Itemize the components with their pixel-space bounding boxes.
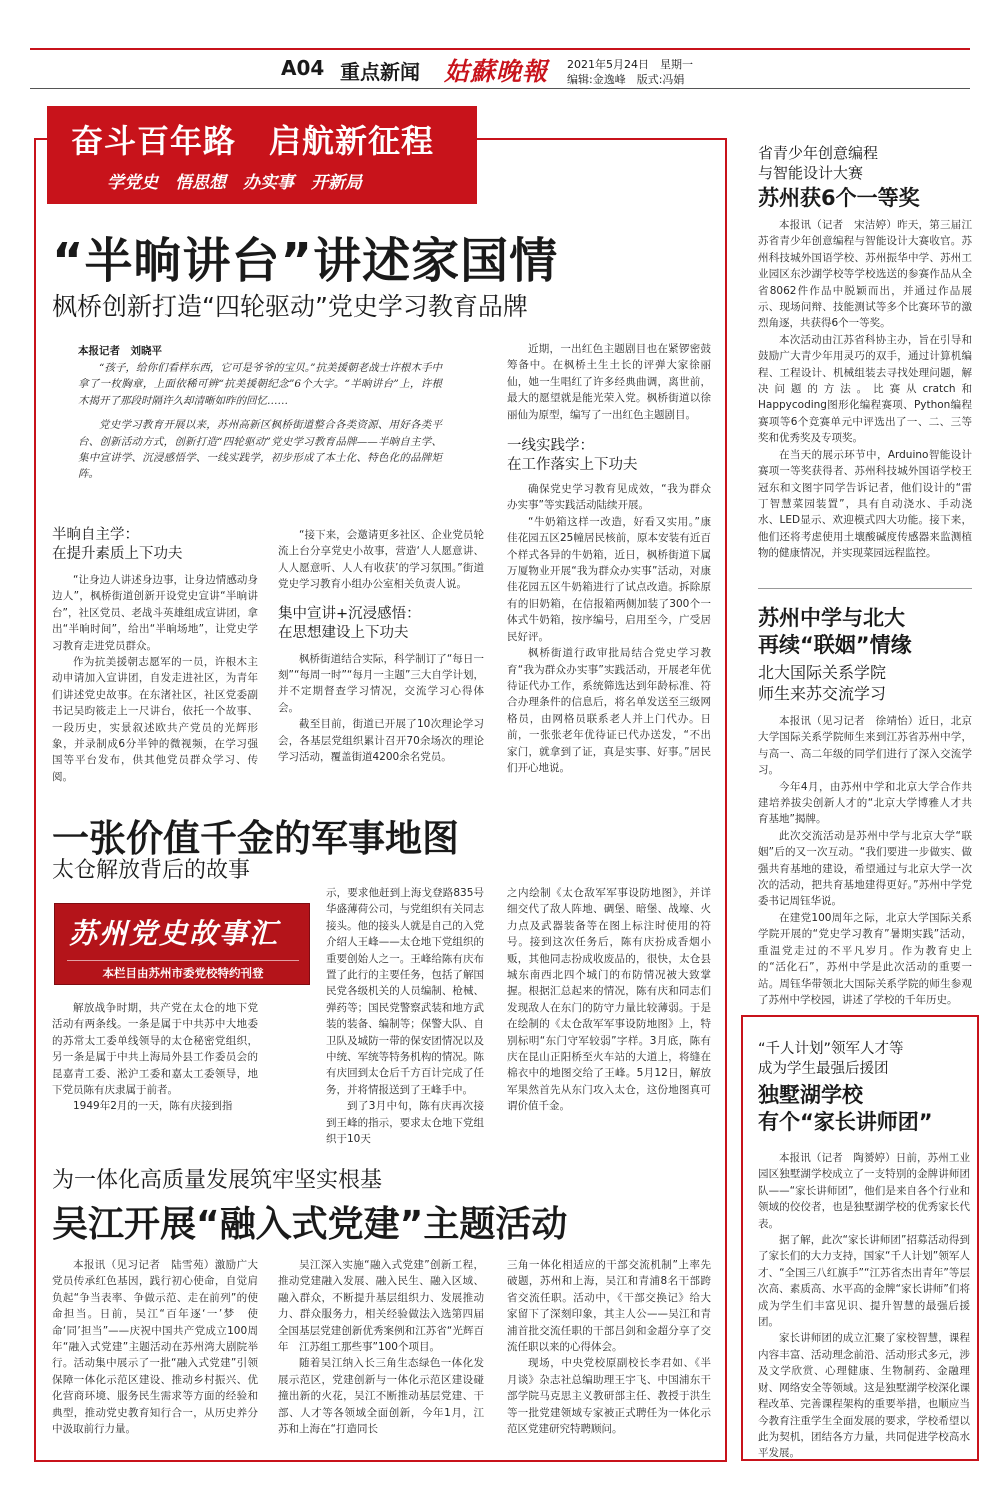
subhead-line: 在工作落实上下功夫 [507,457,638,474]
map-headline: 一张价值千金的军事地图 [52,817,459,860]
wujiang-col2 [278,1257,484,1437]
headline-line: 再续“联姻”情缘 [758,633,912,657]
section-name: 重点新闻 [340,60,420,84]
coding-contest-body [758,217,972,562]
wujiang-col3 [507,1257,711,1437]
subheadline-line: 师生来苏交流学习 [758,684,887,703]
article-paragraph: “让身边人讲述身边事，让身边情感动身边人”，枫桥街道创新开设党史宣讲“半晌讲台”，社区党员、老战斗英雄组成宣讲团，拿出“半晌时间”，给出“半晌场地”，让党史学习教育走进党员群众。 [52,574,258,652]
kicker-line: 省青少年创意编程 [758,144,879,162]
subhead-line: 半晌自主学： [52,527,139,543]
party-history-column-logo [54,903,310,985]
article-paragraph: 今年4月，由苏州中学和北京大学合作共建培养拔尖创新人才的“北京大学博雅人才共育基地”揭牌。 [758,780,972,826]
article-paragraph: 本报讯（记者 陶赟婷）日前，苏州工业园区独墅湖学校成立了一支特别的金牌讲师团队——“家长讲师团”，他们是来自各个行业和领域的佼佼者，也是独墅湖学校的优秀家长代表。 [758,1152,970,1230]
subhead-lecture [278,605,484,643]
article-paragraph: 1949年2月的一天，陈有庆接到指 [73,1100,233,1113]
issue-editors: 编辑:金逸峰 版式:冯娟 [567,73,685,86]
parent-lecturer-headline [758,1082,933,1136]
article-paragraph: “接下来，会邀请更多社区、企业党员轮流上台分享党史小故事，营造‘人人愿意讲、人人愿意听、人人有收获’的学习氛围。”街道党史学习教育小组办公室相关负责人说。 [278,529,484,591]
wujiang-col1 [52,1257,258,1437]
article-paragraph: 家长讲师团的成立汇聚了家校智慧，课程内容丰富、活动理念前沿、活动形式多元，涉及文学欣赏、心理健康、生物制药、金融理财、网络安全等领域。这是独墅湖学校深化课程改革、完善课程架构的重要举措，也顺应当今教育注重学生全面发展的要求，学校希望以此为契机，团结各方力量，共同促进学校高水平发展。 [758,1332,970,1460]
article-paragraph: 据了解，此次“家长讲师团”招募活动得到了家长们的大力支持，国家“千人计划”领军人才、“全国三八红旗手”“江苏省杰出青年”等层次高、素质高、水平高的金牌“家长讲师”们将成为学生们丰富见识、提升智慧的最强后援团。 [758,1234,970,1329]
map-subheadline: 太仓解放背后的故事 [52,858,251,883]
article-paragraph: 截至目前，街道已开展了10次理论学习会，各基层党组织累计召开70余场次的理论学习活动，覆盖街道4200余名党员。 [278,718,484,764]
header-bottom-rule [30,88,970,89]
logo-subtitle: 本栏目由苏州市委党校特约刊登 [67,960,299,981]
article-paragraph: 本报讯（记者 宋洁婷）昨天，第三届江苏省青少年创意编程与智能设计大赛收官。苏州科技城外国语学校、苏州振华中学、苏州工业园区东沙湖学校等学校选送的参赛作品从全省8062件作品中脱颖而出，并通过作品展示、现场问辩、技能测试等多个比赛环节的激烈角逐，共获得6个一等奖。 [758,219,972,330]
article-paragraph: 示，要求他赶到上海戈登路835号华盛薄荷公司，与党组织有关同志接头。他的接头人就是自己的入党介绍人王峰——太仓地下党组织的重要创始人之一。王峰给陈有庆布置了此行的主要任务，包括了解国民党各级机关的人员编制、枪械、弹药等；国民党警察武装和地方武装的装备、编制等；保警大队、自卫队及城防一带的保安团情况以及中统、军统等特务机构的情况。陈有庆回到太仓后千方百计完成了任务，并将情报送到了王峰手中。 [326,887,484,1096]
article-paragraph: 枫桥街道行政审批局结合党史学习教育“我为群众办实事”实践活动，开展老年优待证代办工作，系统筛选达到年龄标准、符合办理条件的信息后，将名单发送至三级网格员，由网格员联系老人并上门代办。日前，一张张老年优待证已代办送发，“不出家门，就拿到了证，真是实事、好事。”居民们开心地说。 [507,647,711,774]
lead-headline: “半晌讲台”讲述家国情 [52,233,559,289]
subhead-line: 在思想建设上下功夫 [278,624,409,641]
article-paragraph: 此次交流活动是苏州中学与北京大学“联姻”后的又一次互动。“我们要进一步做实、做强共育基地的建设，希望通过与北京大学一次次的活动，把共育基地建得更好。”苏州中学党委书记周钰华说。 [758,829,972,908]
article-paragraph: 本次活动由江苏省科协主办，旨在引导和鼓励广大青少年用灵巧的双手，通过计算机编程、工程设计、机械组装去寻找处理问题，解决问题的方法。比赛从cratch和Happycoding图形化编程赛项、Python编程赛项等6个竞赛单元中评选出了一、二、三等奖和优秀奖及专项奖。 [758,333,972,445]
subhead-line: 集中宣讲+沉浸感悟： [278,605,421,622]
banner-slogan: 学党史 悟思想 办实事 开新局 [107,173,362,193]
map-col1 [52,1000,258,1115]
article-paragraph: 三角一体化相适应的干部交流机制”上率先破题，苏州和上海，吴江和青浦8名干部跨省交流任职。活动中，《干部交换记》给大家留下了深刻印象，其主人公——吴江和青浦首批交流任职的干部吕剑和金超分享了交流任职以来的心得体会。 [507,1259,711,1354]
article-paragraph: 作为抗美援朝志愿军的一员，许根木主动申请加入宣讲团，自发走进社区，为青年们讲述党史故事。在东渚社区，社区党委副书记吴昀筱走上一尺讲台，依托一个故事、一段历史，实景叙述欧共产党员的光辉形象，并录制成6分半钟的微视频，在学习强国等平台发布，供其他党员群众学习、传阅。 [52,656,258,783]
lead-subheadline: 枫桥创新打造“四轮驱动”党史学习教育品牌 [52,292,528,321]
article-paragraph: 随着吴江纳入长三角生态绿色一体化发展示范区，党建创新与一体化示范区建设碰撞出新的火花，吴江不断推动基层党建、干部、人才等各领域全面创新，今年1月，江苏和上海在“打造同长 [278,1357,484,1436]
article-paragraph: 确保党史学习教育见成效，“我为群众办实事”等实践活动陆续开展。 [507,483,711,512]
subhead-line: 一线实践学： [507,438,594,455]
subhead-line: 在提升素质上下功夫 [52,546,183,562]
logo-title: 苏州党史故事汇 [69,917,280,950]
article-paragraph: 在建党100周年之际，北京大学国际关系学院开展的“党史学习教育”暑期实践”活动，重温党走过的不平凡岁月。作为教育史上的“活化石”，苏州中学是此次活动的重要一站。周钰华带领北大国际关系学院的师生参观了苏州中学校园，讲述了学校的千年历史。 [758,911,972,1006]
pku-subheadline [758,662,886,704]
article-paragraph: 到了3月中旬，陈有庆再次接到王峰的指示，要求太仓地下党组织于10天 [326,1100,484,1146]
headline-line: 有个“家长讲师团” [758,1110,933,1134]
theme-banner [47,106,477,204]
pku-body [758,713,972,1008]
kicker-line: 与智能设计大赛 [758,164,864,182]
article-paragraph: 之内绘制《太仓敌军军事设防地图》，并详细交代了敌人阵地、碉堡、暗堡、战壕、火力点及武器装备等在图上标注时使用的符号。接到这次任务后，陈有庆扮成香烟小贩，其他同志扮成收废品的，很快，太仓县城东南西北四个城门的布防情况被大致掌握。根据汇总起来的情况，陈有庆和同志们发现敌人在东门的防守力量比较薄弱。于是在绘制的《太仓敌军军事设防地图》上，特别标明“东门守军较弱”字样。3月底，陈有庆在昆山正阳桥至火车站的大道上，将缝在棉衣中的地图交给了王峰。5月12日，解放军果然首先从东门攻入太仓，这份地图真可谓价值千金。 [507,887,711,1113]
header-top-rule [30,48,970,50]
page-number: A04 [281,56,325,80]
kicker-line: “千人计划”领军人才等 [758,1041,904,1057]
article-paragraph: “牛奶箱这样一改造，好看又实用。”康佳花园五区25幢居民核前，原本安装有近百个样式各异的牛奶箱，近日，枫桥街道下属万厦物业开展“我为群众办实事”活动，对康佳花园五区牛奶箱进行了试点改造。拆除原有的旧奶箱，在信报箱两侧加装了300个一体式牛奶箱，按序编号，启用至今，广受居民好评。 [507,515,711,643]
lead-col3 [507,341,711,776]
issue-date: 2021年5月24日 星期一 [567,58,693,71]
banner-title: 奋斗百年路 启航新征程 [71,122,435,160]
headline-line: 苏州中学与北大 [758,606,905,630]
subhead-practice [507,437,711,475]
lead-intro-para: 党史学习教育开展以来，苏州高新区枫桥街道整合各类资源、用好各类平台、创新活动方式，创新打造“四轮驱动”党史学习教育品牌——半晌自主学、集中宣讲学、沉浸感悟学、一线实践学，初步形成了本土化、特色化的品牌矩阵。 [78,419,442,481]
kicker-line: 成为学生最强后援团 [758,1061,889,1077]
article-paragraph: 解放战争时期，共产党在太仓的地下党活动有两条线。一条是属于中共苏中大地委的苏常太工委单线领导的太仓秘密党组织，另一条是属于中共上海局外县工作委员会的昆嘉青工委、淞沪工委和嘉太工委领导，地下党员陈有庆隶属于前者。 [52,1002,258,1097]
map-col3 [507,885,711,1115]
article-paragraph: 近期，一出红色主题剧目也在紧锣密鼓筹备中。在枫桥土生土长的评弹大家徐丽仙，她一生唱红了许多经典曲调，离世前，最大的愿望就是能光荣入党。枫桥街道以徐丽仙为原型，编写了一出红色主题剧目。 [507,343,711,421]
lead-col1 [52,526,258,785]
article-paragraph: 本报讯（见习记者 陆雪苑）激励广大党员传承红色基因，践行初心使命，自觉肩负起“争当表率、争做示范、走在前列”的使命担当。日前，吴江“百年逐‘一’梦 使命‘同’担当”——庆祝中国共产党成立100周年“融入式党建”主题活动在苏州湾大剧院举行。活动集中展示了一批“融入式党建”引领保障一体化示范区建设、推动乡村振兴、优化营商环境、服务民生需求等方面的经验和典型，推动党史教育知行合一，从历史养分中汲取前行力量。 [52,1259,258,1436]
map-col2 [278,885,484,1148]
wujiang-kicker: 为一体化高质量发展筑牢坚实根基 [52,1168,383,1193]
coding-contest-kicker [758,143,878,183]
article-paragraph: 本报讯（见习记者 徐靖怡）近日，北京大学国际关系学院师生来到江苏省苏州中学，与高一、高二年级的同学们进行了深入交流学习。 [758,715,972,777]
article-paragraph: 吴江深入实施“融入式党建”创新工程，推动党建融入发展、融入民生、融入区域、融入群众，不断提升基层组织力、发展推动力、群众服务力，相关经验做法入选第四届全国基层党建创新优秀案例和江苏省“光辉百年 江苏组工那些事”100个项目。 [278,1259,484,1354]
lead-col2 [278,527,484,765]
lead-intro-para: “孩子，给你们看样东西，它可是爷爷的宝贝。”抗美援朝老战士许根木手中拿了一枚胸章，上面依稀可辨“抗美援朝纪念”6个大字。“半晌讲台”上，许根木揭开了那段时隔许久却清晰如昨的回忆…… [78,362,442,407]
lead-byline: 本报记者 刘晓平 [78,345,162,357]
subheadline-line: 北大国际关系学院 [758,663,887,682]
parent-lecturer-kicker [758,1039,904,1079]
article-paragraph: 现场，中央党校原副校长李君如、《半月谈》杂志社总编助理王宇飞、中国浦东干部学院马克思主义教研部主任、教授于洪生等一批党建领域专家被正式聘任为一体化示范区党建研究特聘顾问。 [507,1357,711,1436]
lead-intro [78,360,442,483]
newspaper-logo: 姑蘇晚報 [444,57,549,86]
right-divider [758,588,972,589]
article-paragraph: 在当天的展示环节中，Arduino智能设计赛项一等奖获得者、苏州科技城外国语学校王冠东和文图宇同学告诉记者，他们设计的“雷丁智慧菜园装置”，具有自动浇水、手动浇水、LED显示、欢迎模式四大功能。接下来，他们还将考虑使用土壤酸碱度传感器来监测植物的健康情况，并实现菜园远程监控。 [758,448,972,560]
wujiang-headline: 吴江开展“融入式党建”主题活动 [52,1204,568,1245]
article-paragraph: 枫桥街道结合实际，科学制订了“每日一刻”“每周一时”“每月一主题”三大自学计划，并不定期督查学习情况，交流学习心得体会。 [278,652,484,714]
headline-line: 独墅湖学校 [758,1083,863,1107]
subhead-self-study [52,526,258,564]
pku-headline [758,605,912,659]
coding-contest-headline: 苏州获6个一等奖 [758,186,920,210]
parent-lecturer-body [758,1150,970,1462]
